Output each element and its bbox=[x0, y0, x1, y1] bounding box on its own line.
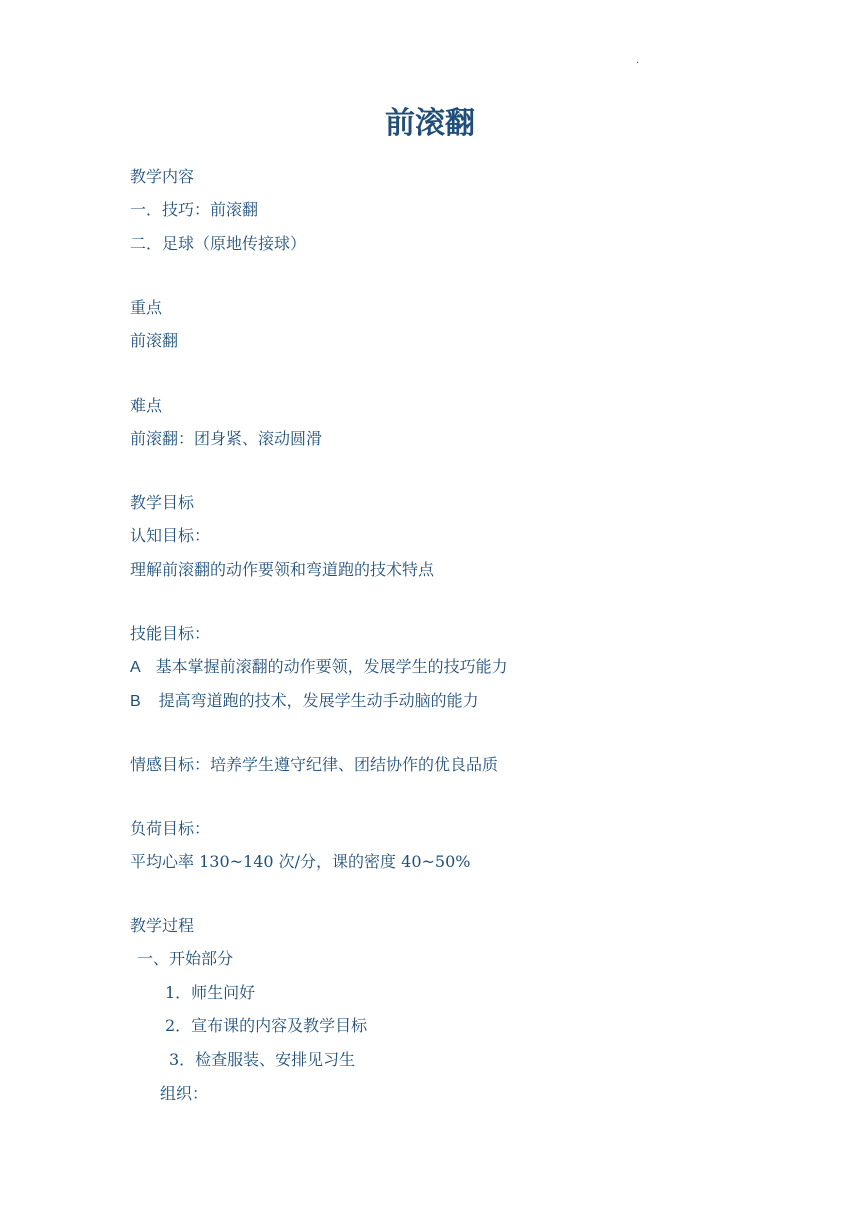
cognitive-objective-label: 认知目标： bbox=[130, 526, 211, 545]
content-item-1: 一．技巧：前滚翻 bbox=[130, 200, 259, 219]
content-item-2: 二．足球（原地传接球） bbox=[130, 234, 307, 253]
skill-objective-b-text: 提高弯道跑的技术，发展学生动手动脑的能力 bbox=[158, 691, 479, 710]
process-part-1: 一、开始部分 bbox=[137, 949, 234, 968]
skill-objective-a bbox=[130, 656, 508, 679]
section-heading-content: 教学内容 bbox=[130, 167, 195, 186]
page-title: 前滚翻 bbox=[385, 106, 475, 141]
section-heading-process: 教学过程 bbox=[130, 916, 195, 935]
section-heading-objectives: 教学目标 bbox=[130, 493, 195, 512]
difficulty-text: 前滚翻：团身紧、滚动圆滑 bbox=[130, 429, 323, 448]
skill-objective-a-marker: A bbox=[130, 659, 141, 676]
skill-objective-a-text: 基本掌握前滚翻的动作要领，发展学生的技巧能力 bbox=[155, 657, 508, 676]
emotional-objective: 情感目标：培养学生遵守纪律、团结协作的优良品质 bbox=[130, 755, 499, 774]
section-heading-key-point: 重点 bbox=[130, 298, 163, 317]
header-mark: . bbox=[636, 55, 640, 66]
load-objective-label: 负荷目标： bbox=[130, 819, 211, 838]
process-step-2: 2．宣布课的内容及教学目标 bbox=[165, 1016, 368, 1035]
key-point-text: 前滚翻 bbox=[130, 331, 179, 350]
section-heading-difficulty: 难点 bbox=[130, 396, 163, 415]
skill-objective-b-marker: B bbox=[130, 693, 141, 710]
skill-objective-b bbox=[130, 690, 479, 713]
load-objective-text: 平均心率 130~140 次/分，课的密度 40~50% bbox=[130, 852, 471, 871]
skill-objective-label: 技能目标： bbox=[130, 624, 211, 643]
process-organization: 组织： bbox=[160, 1084, 209, 1103]
process-step-3: 3．检查服装、安排见习生 bbox=[169, 1050, 356, 1069]
cognitive-objective-text: 理解前滚翻的动作要领和弯道跑的技术特点 bbox=[130, 560, 435, 579]
process-step-1: 1．师生问好 bbox=[165, 983, 256, 1002]
